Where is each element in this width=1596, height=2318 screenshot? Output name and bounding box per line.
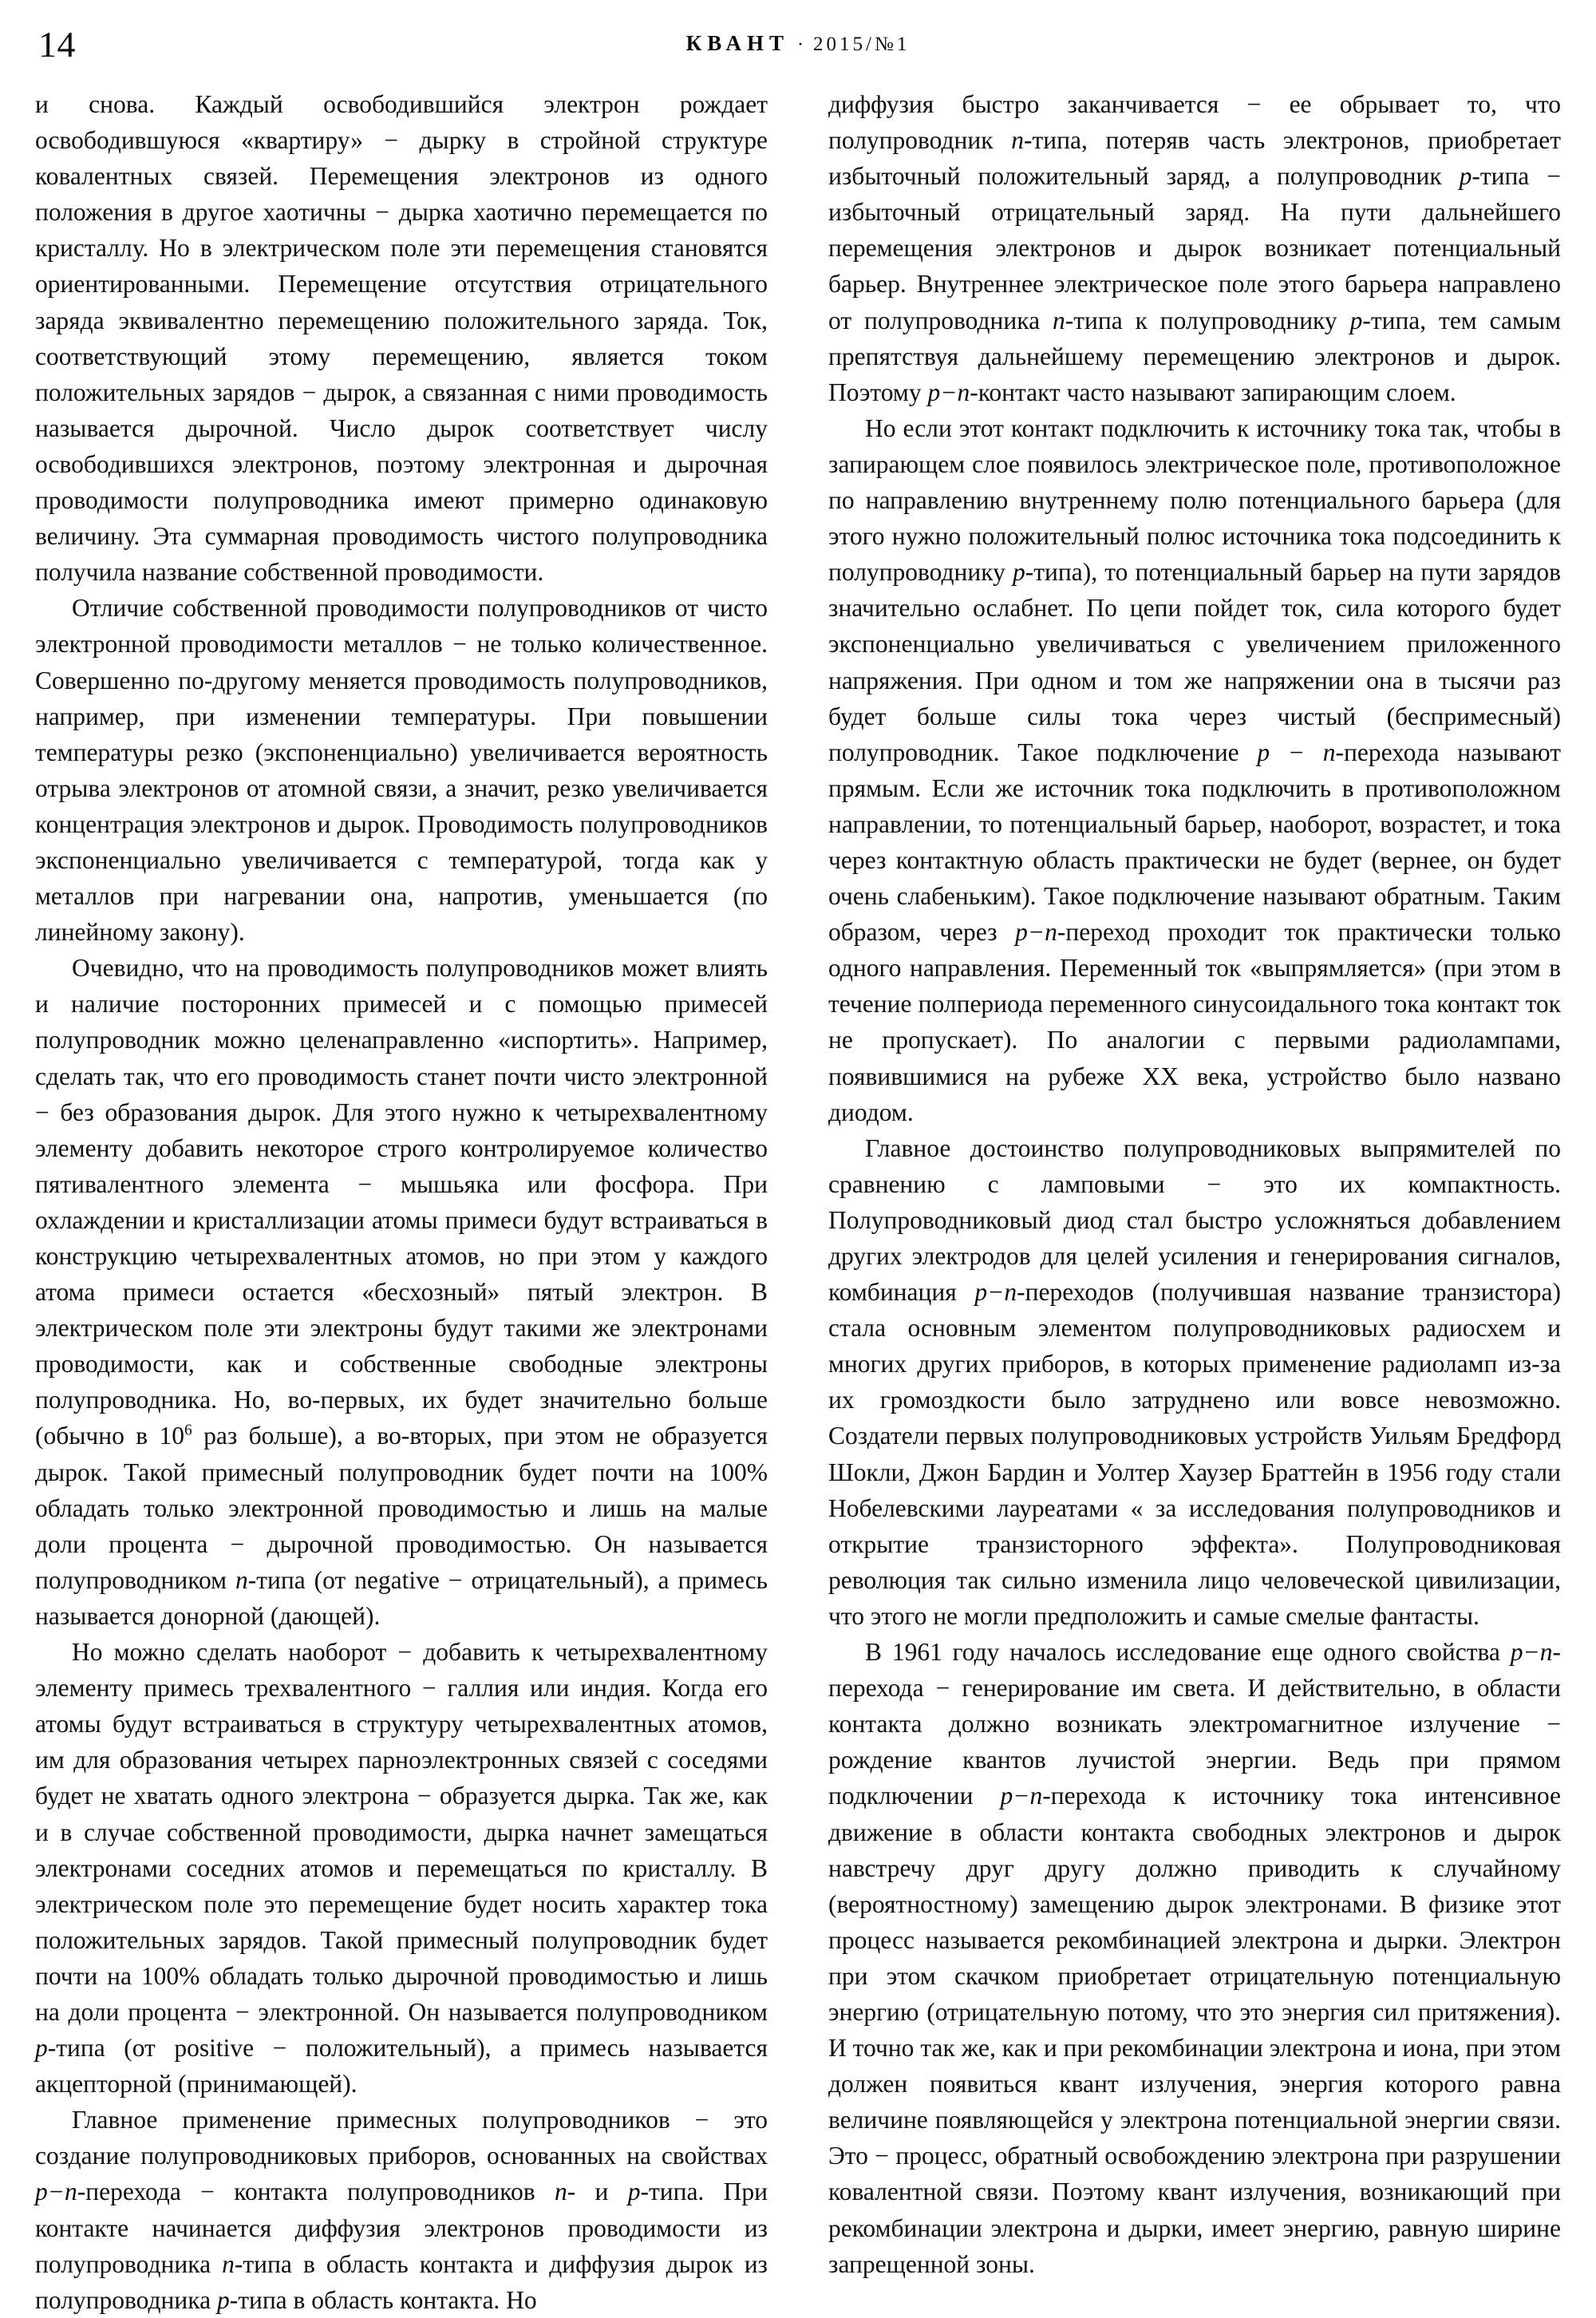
italic-symbol: n xyxy=(1011,126,1025,155)
paragraph: Но можно сделать наоборот − добавить к четырехвалентному элементу примесь трехвалентного − галлия или индия. Когда его атомы будут встраиваться в структуру четырехвалентных атомов, им для образования четырех парноэлектронных связей с соседями будет не хватать одного электрона − образуется дырка. Так же, как и в случае собственной проводимости, дырка начнет замещаться электронами соседних атомов и перемещаться по кристаллу. В электрическом поле это перемещение будет носить характер тока положительных зарядов. Такой примесный полупроводник будет почти на 100% обладать только дырочной проводимостью и лишь на доли процента − электронной. Он называется полупроводником p-типа (от positive − положительный), а примесь называется акцепторной (принимающей). xyxy=(35,1638,768,2098)
page-number: 14 xyxy=(38,24,76,65)
running-head-separator: · xyxy=(797,34,806,55)
paragraph: Очевидно, что на проводимость полупроводников может влиять и наличие посторонних примесей и с помощью примесей полупроводник можно целенаправленно «испортить». Например, сделать так, что его проводимость станет почти чисто электронной − без образования дырок. Для этого нужно к четырехвалентному элементу добавить некоторое строго контролируемое количество пятивалентного элемента − мышьяка или фосфора. При охлаждении и кристаллизации атомы примеси будут встраиваться в конструкцию четырехвалентных атомов, но при этом у каждого атома примеси остается «бесхозный» пятый электрон. В электрическом поле эти электроны будут такими же электронами проводимости, как и собственные свободные электроны полупроводника. Но, во-первых, их будет значительно больше (обычно в $10^6$ раз больше), а во-вторых, при этом не образуется дырок. Такой примесный полупроводник будет почти на 100% обладать только электронной проводимостью и лишь на малые доли процента − дырочной проводимостью. Он называется полупроводником n-типа (от negative − отрицательный), а примесь называется донорной (дающей). xyxy=(35,954,768,1630)
paragraph: Отличие собственной проводимости полупроводников от чисто электронной проводимости металлов − не только количественное. Совершенно по-другому меняется проводимость полупроводников, например, при изменении температуры. При повышении температуры резко (экспоненциально) увеличивается вероятность отрыва электронов от атомной связи, а значит, резко увеличивается концентрация электронов и дырок. Проводимость полупроводников экспоненциально увеличивается с температурой, тогда как у металлов при нагревании она, напротив, уменьшается (по линейному закону). xyxy=(35,594,768,947)
italic-symbol: p xyxy=(1459,162,1472,191)
italic-symbol: p−n xyxy=(1000,1782,1043,1810)
italic-symbol: p xyxy=(1013,558,1025,587)
paragraph: В 1961 году началось исследование еще одного свойства p−n-перехода − генерирование им света. И действительно, в области контакта должно возникать электромагнитное излучение − рождение квантов лучистой энергии. Ведь при прямом подключении p−n-перехода к источнику тока интенсивное движение в области контакта свободных электронов и дырок навстречу друг другу должно приводить к случайному (вероятностному) замещению дырок электронами. В физике этот процесс называется рекомбинацией электрона и дырки. Электрон при этом скачком приобретает отрицательную потенциальную энергию (отрицательную потому, что это энергия сил притяжения). И точно так же, как и при рекомбинации электрона и иона, при этом должен появиться квант излучения, энергия которого равна величине появляющейся у электрона потенциальной энергии связи. Это − процесс, обратный освобождению электрона при разрушении ковалентной связи. Поэтому квант излучения, возникающий при рекомбинации электрона и дырки, имеет энергию, равную ширине запрещенной зоны. xyxy=(828,1638,1561,2278)
italic-symbol: p xyxy=(1349,306,1363,334)
paragraph: Но если этот контакт подключить к источнику тока так, чтобы в запирающем слое появилось электрическое поле, противоположное по направлению внутреннему полю потенциального барьера (для этого нужно положительный полюс источника тока подсоединить к полупроводнику p-типа), то потенциальный барьер на пути зарядов значительно ослабнет. По цепи пойдет ток, сила которого будет экспоненциально увеличиваться с увеличением приложенного напряжения. При одном и том же напряжении она в тысячи раз будет больше силы тока через чистый (беспримесный) полупроводник. Такое подключение p − n-перехода называют прямым. Если же источник тока подключить в противоположном направлении, то потенциальный барьер, наоборот, возрастет, и тока через контактную область практически не будет (вернее, он будет очень слабеньким). Такое подключение называют обратным. Таким образом, через p−n-переход проходит ток практически только одного направления. Переменный ток «выпрямляется» (при этом в течение полпериода переменного синусоидального тока контакт ток не пропускает). По аналогии с первыми радиолампами, появившимися на рубеже XX века, устройство было названо диодом. xyxy=(828,413,1561,1126)
italic-symbol: p xyxy=(627,2178,641,2206)
italic-symbol: n xyxy=(235,1565,248,1594)
paragraph: диффузия быстро заканчивается − ее обрывает то, что полупроводник n-типа, потеряв часть электронов, приобретает избыточный положительный заряд, а полупроводник p-типа − избыточный отрицательный заряд. На пути дальнейшего перемещения электронов и дырок возникает потенциальный барьер. Внутреннее электрическое поле этого барьера направлено от полупроводника n-типа к полупроводнику p-типа, тем самым препятствуя дальнейшему перемещению электронов и дырок. Поэтому p−n-контакт часто называют запирающим слоем. xyxy=(828,90,1562,406)
italic-symbol: p xyxy=(216,2285,230,2314)
italic-symbol: p − n xyxy=(1257,738,1336,766)
running-head xyxy=(0,22,1596,67)
magazine-title: КВАНТ xyxy=(685,31,790,55)
italic-symbol: p xyxy=(35,2034,48,2063)
article-body xyxy=(35,86,1561,2318)
text-column-right xyxy=(828,86,1561,2318)
math-power xyxy=(159,1422,192,1450)
math-base: 10 xyxy=(159,1422,184,1450)
running-head-center xyxy=(0,27,1596,61)
paragraph: и снова. Каждый освободившийся электрон рождает освободившуюся «квартиру» − дырку в стройной структуре ковалентных связей. Перемещения электронов из одного положения в другое хаотичны − дырка хаотично перемещается по кристаллу. Но в электрическом поле эти перемещения становятся ориентированными. Перемещение отсутствия отрицательного заряда эквивалентно перемещению положительного заряда. Ток, соответствующий этому перемещению, является током положительных зарядов − дырок, а связанная с ними проводимость называется дырочной. Число дырок соответствует числу освободившихся электронов, поэтому электронная и дырочная проводимости полупроводника имеют примерно одинаковую величину. Эта суммарная проводимость чистого полупроводника получила название собственной проводимости. xyxy=(35,90,768,587)
italic-symbol: p−n xyxy=(974,1278,1017,1307)
paragraph: Главное применение примесных полупроводников − это создание полупроводниковых приборов, основанных на свойствах p−n-перехода − контакта полупроводников n- и p-типа. При контакте начинается диффузия электронов проводимости из полупроводника n-типа в область контакта и диффузия дырок из полупроводника p-типа в область контакта. Но xyxy=(35,2106,768,2314)
italic-symbol: p−n xyxy=(35,2178,77,2206)
italic-symbol: p−n xyxy=(927,378,970,406)
italic-symbol: n xyxy=(222,2249,235,2278)
italic-symbol: p−n xyxy=(1510,1638,1553,1667)
paragraph: Главное достоинство полупроводниковых выпрямителей по сравнению с ламповыми − это их компактность. Полупроводниковый диод стал быстро усложняться добавлением других электродов для целей усиления и генерирования сигналов, комбинация p−n-переходов (получившая название транзистора) стала основным элементом полупроводниковых радиосхем и многих других приборов, в которых применение радиоламп из-за их громоздкости было затруднено или вовсе невозможно. Создатели первых полупроводниковых устройств Уильям Бредфорд Шокли, Джон Бардин и Уолтер Хаузер Браттейн в 1956 году стали Нобелевскими лауреатами « за исследования полупроводников и открытие транзисторного эффекта». Полупроводниковая революция так сильно изменила лицо человеческой цивилизации, что этого не могли предположить и самые смелые фантасты. xyxy=(828,1133,1561,1630)
issue-number: 2015/№1 xyxy=(813,34,911,55)
math-exponent: 6 xyxy=(184,1422,192,1439)
italic-symbol: n xyxy=(1052,306,1065,334)
italic-symbol: p−n xyxy=(1015,918,1057,947)
italic-symbol: n xyxy=(554,2178,567,2206)
text-column-left xyxy=(35,86,768,2318)
